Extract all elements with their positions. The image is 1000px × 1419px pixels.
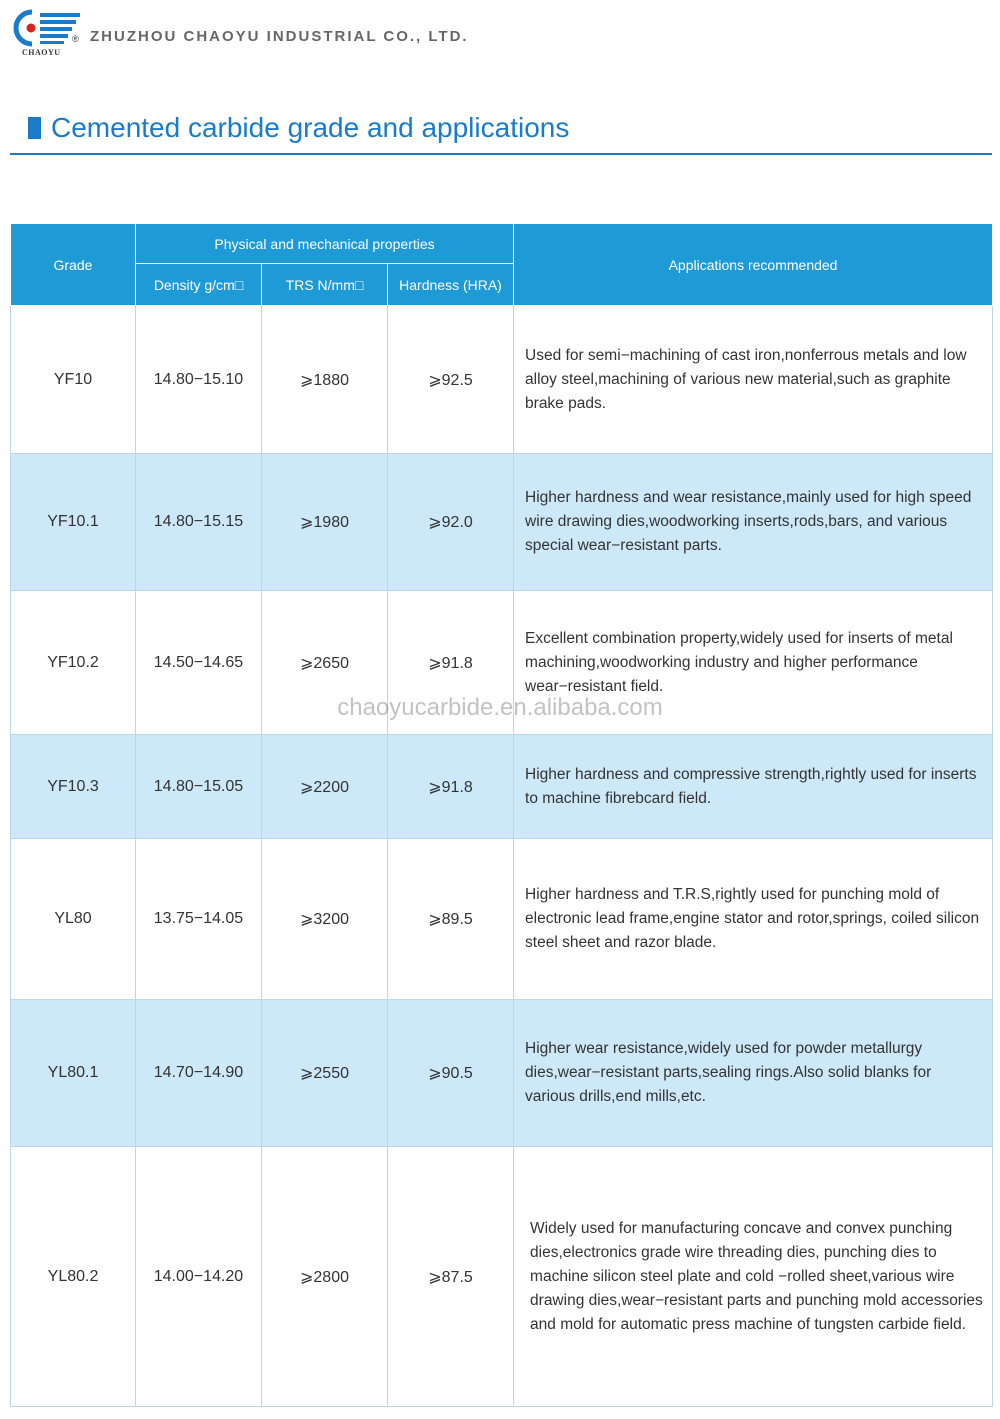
col-header-hardness: Hardness (HRA) (388, 264, 514, 306)
grade-cell: YL80 (11, 839, 136, 1000)
title-marker (28, 117, 41, 139)
hardness-cell: ⩾91.8 (388, 735, 514, 839)
trs-cell: ⩾1880 (262, 306, 388, 454)
logo-wordmark: CHAOYU (22, 48, 61, 57)
grade-cell: YL80.2 (11, 1147, 136, 1407)
density-cell: 13.75−14.05 (136, 839, 262, 1000)
table-row (11, 1000, 993, 1147)
application-cell: Widely used for manufacturing concave and convex punching dies,electronics grade wire threading dies, punching dies to machine silicon steel plate and cold −rolled sheet,various wire drawing dies,wear−resistant parts and punching mold accessories and mold for automatic press machine of tungsten carbide field. (514, 1147, 993, 1407)
section-heading (28, 112, 569, 144)
hardness-cell: ⩾92.5 (388, 306, 514, 454)
company-logo (10, 6, 88, 62)
svg-text:®: ® (72, 34, 79, 44)
grade-cell: YF10.1 (11, 454, 136, 591)
application-cell: Higher wear resistance,widely used for powder metallurgy dies,wear−resistant parts,sealing rings.Also solid blanks for various drills,end mills,etc. (514, 1000, 993, 1147)
grade-cell: YF10 (11, 306, 136, 454)
grade-table (10, 223, 993, 1407)
density-cell: 14.80−15.05 (136, 735, 262, 839)
page-title: Cemented carbide grade and applications (51, 112, 570, 143)
trs-cell: ⩾2650 (262, 591, 388, 735)
title-divider (10, 153, 992, 155)
hardness-cell: ⩾90.5 (388, 1000, 514, 1147)
density-cell: 14.80−15.10 (136, 306, 262, 454)
hardness-cell: ⩾87.5 (388, 1147, 514, 1407)
watermark: chaoyucarbide.en.alibaba.com (337, 694, 663, 721)
grade-cell: YF10.2 (11, 591, 136, 735)
application-cell: Higher hardness and T.R.S,rightly used for punching mold of electronic lead frame,engine stator and rotor,springs, coiled silicon steel sheet and razor blade. (514, 839, 993, 1000)
page-header (10, 6, 990, 66)
density-cell: 14.50−14.65 (136, 591, 262, 735)
trs-cell: ⩾2200 (262, 735, 388, 839)
grade-cell: YF10.3 (11, 735, 136, 839)
hardness-cell: ⩾92.0 (388, 454, 514, 591)
trs-cell: ⩾3200 (262, 839, 388, 1000)
col-header-grade: Grade (11, 224, 136, 306)
table-row (11, 735, 993, 839)
company-name: ZHUZHOU CHAOYU INDUSTRIAL CO., LTD. (90, 28, 469, 45)
table-row (11, 306, 993, 454)
application-cell: Higher hardness and compressive strength,rightly used for inserts to machine fibrebcard field. (514, 735, 993, 839)
trs-cell: ⩾2800 (262, 1147, 388, 1407)
col-header-applications: Applications recommended (514, 224, 993, 306)
application-cell: Higher hardness and wear resistance,mainly used for high speed wire drawing dies,woodworking inserts,rods,bars, and various special wear−resistant parts. (514, 454, 993, 591)
table-row (11, 839, 993, 1000)
trs-cell: ⩾1980 (262, 454, 388, 591)
chaoyu-logo-icon (10, 6, 88, 50)
density-cell: 14.80−15.15 (136, 454, 262, 591)
hardness-cell: ⩾91.8 (388, 591, 514, 735)
application-cell: Excellent combination property,widely used for inserts of metal machining,woodworking industry and higher performance wear−resistant field. (514, 591, 993, 735)
hardness-cell: ⩾89.5 (388, 839, 514, 1000)
table-row (11, 1147, 993, 1407)
density-cell: 14.00−14.20 (136, 1147, 262, 1407)
col-header-density: Density g/cm□ (136, 264, 262, 306)
application-cell: Used for semi−machining of cast iron,nonferrous metals and low alloy steel,machining of various new material,such as graphite brake pads. (514, 306, 993, 454)
col-header-trs: TRS N/mm□ (262, 264, 388, 306)
table-row (11, 591, 993, 735)
table-row (11, 454, 993, 591)
density-cell: 14.70−14.90 (136, 1000, 262, 1147)
trs-cell: ⩾2550 (262, 1000, 388, 1147)
grade-cell: YL80.1 (11, 1000, 136, 1147)
col-header-properties: Physical and mechanical properties (136, 224, 514, 264)
